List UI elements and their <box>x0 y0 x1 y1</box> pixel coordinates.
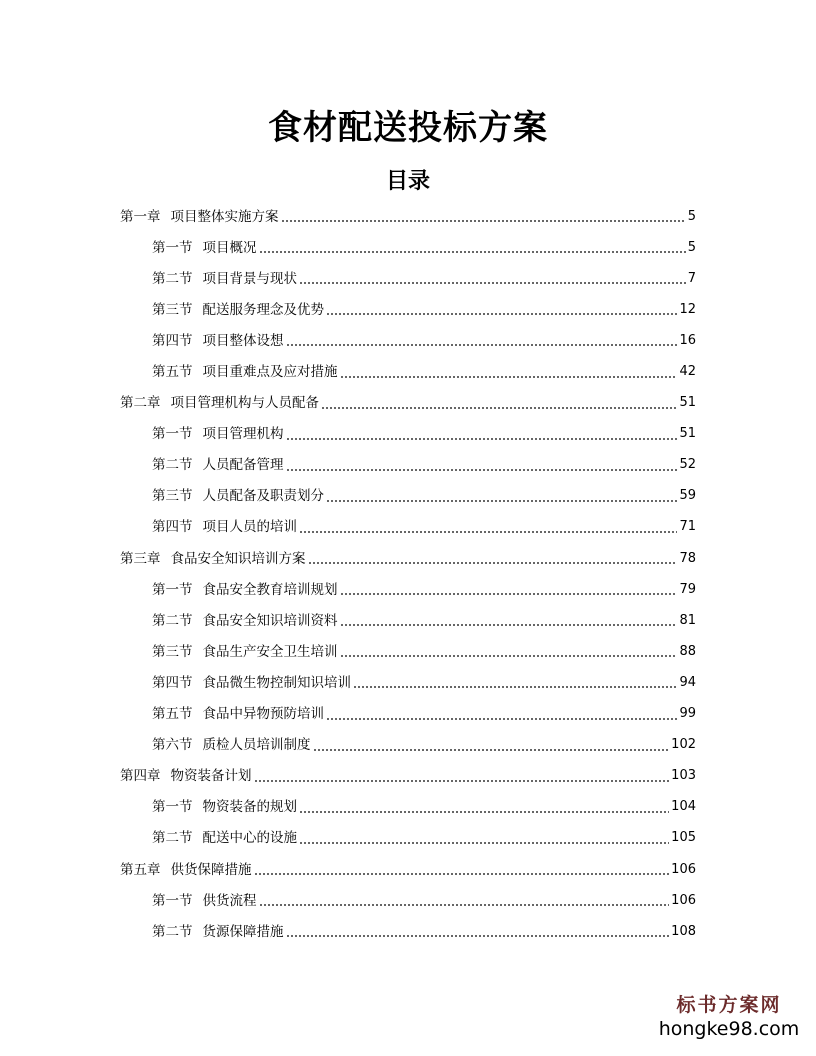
toc-section-entry[interactable] <box>120 605 696 636</box>
toc-dot-leader <box>259 251 686 253</box>
toc-entry-title: 食品安全知识培训方案 <box>170 550 306 567</box>
toc-entry-label <box>152 302 324 318</box>
toc-entry-title: 项目管理机构与人员配备 <box>170 395 319 412</box>
toc-dot-leader <box>254 780 670 782</box>
toc-page-number: 42 <box>679 364 696 380</box>
toc-entry-title: 食品中异物预防培训 <box>202 706 324 723</box>
toc-page-number: 7 <box>687 270 696 286</box>
toc-entry-label <box>152 519 297 535</box>
toc-page-number: 51 <box>679 395 696 411</box>
toc-section-entry[interactable] <box>120 481 696 512</box>
toc-chapter-entry[interactable] <box>120 388 696 419</box>
toc-entry-label <box>152 799 297 815</box>
watermark <box>654 990 804 1040</box>
toc-entry-title: 供货流程 <box>202 892 257 909</box>
toc-section-entry[interactable] <box>120 450 696 481</box>
toc-page-number: 5 <box>687 208 696 224</box>
toc-page-number: 52 <box>679 457 696 473</box>
toc-entry-label <box>152 706 324 722</box>
toc-entry-label <box>152 613 338 629</box>
toc-dot-leader <box>259 904 670 906</box>
toc-entry-number: 第一节 <box>152 799 193 816</box>
toc-dot-leader <box>340 376 678 378</box>
toc-section-entry[interactable] <box>120 699 696 730</box>
toc-section-entry[interactable] <box>120 730 696 761</box>
toc-entry-title: 配送中心的设施 <box>202 830 297 847</box>
toc-entry-label <box>152 737 311 753</box>
toc-dot-leader <box>286 438 678 440</box>
toc-entry-title: 项目整体实施方案 <box>170 208 279 225</box>
toc-entry-title: 物资装备的规划 <box>202 799 297 816</box>
toc-page-number: 16 <box>679 332 696 348</box>
toc-entry-title: 供货保障措施 <box>170 861 252 878</box>
toc-chapter-entry[interactable] <box>120 201 696 232</box>
toc-entry-title: 质检人员培训制度 <box>202 737 311 754</box>
toc-section-entry[interactable] <box>120 885 696 916</box>
toc-page-number: 59 <box>679 488 696 504</box>
toc-dot-leader <box>326 313 677 315</box>
toc-entry-label <box>120 862 252 878</box>
toc-page-number: 88 <box>679 643 696 659</box>
toc-entry-label <box>120 395 319 411</box>
toc-dot-leader <box>308 562 678 564</box>
toc-entry-label <box>152 893 257 909</box>
toc-page-number: 106 <box>671 861 696 877</box>
toc-page-number: 79 <box>679 581 696 597</box>
toc-entry-number: 第二节 <box>152 612 193 629</box>
toc-dot-leader <box>299 842 669 844</box>
toc-dot-leader <box>299 811 669 813</box>
toc-page-number: 102 <box>671 737 696 753</box>
toc-page-number: 103 <box>671 768 696 784</box>
toc-chapter-entry[interactable] <box>120 854 696 885</box>
toc-dot-leader <box>254 873 670 875</box>
toc-section-entry[interactable] <box>120 325 696 356</box>
toc-entry-number: 第一节 <box>152 426 193 443</box>
watermark-domain: hongke98.com <box>658 1018 800 1040</box>
toc-entry-title: 项目概况 <box>202 239 257 256</box>
toc-page-number: 81 <box>679 612 696 628</box>
toc-dot-leader <box>286 469 678 471</box>
toc-page-number: 51 <box>679 426 696 442</box>
toc-dot-leader <box>299 531 677 533</box>
toc-entry-label <box>152 333 284 349</box>
toc-section-entry[interactable] <box>120 667 696 698</box>
toc-entry-number: 第一节 <box>152 581 193 598</box>
toc-entry-number: 第六节 <box>152 737 193 754</box>
toc-page-number: 5 <box>687 239 696 255</box>
toc-dot-leader <box>281 220 686 222</box>
toc-entry-label <box>120 768 252 784</box>
toc-dot-leader <box>326 718 677 720</box>
toc-entry-label <box>152 364 338 380</box>
toc-entry-title: 配送服务理念及优势 <box>202 301 324 318</box>
toc-section-entry[interactable] <box>120 512 696 543</box>
toc-entry-number: 第一节 <box>152 892 193 909</box>
toc-entry-label <box>152 488 324 504</box>
toc-entry-number: 第四章 <box>120 768 161 785</box>
toc-section-entry[interactable] <box>120 419 696 450</box>
toc-page-number: 104 <box>671 799 696 815</box>
toc-entry-number: 第二节 <box>152 830 193 847</box>
toc-section-entry[interactable] <box>120 792 696 823</box>
toc-entry-title: 项目整体设想 <box>202 332 284 349</box>
toc-entry-title: 项目重难点及应对措施 <box>202 364 338 381</box>
toc-dot-leader <box>353 686 677 688</box>
toc-dot-leader <box>286 935 670 937</box>
toc-page-number: 99 <box>679 706 696 722</box>
toc-entry-number: 第三章 <box>120 550 161 567</box>
toc-entry-label <box>152 675 351 691</box>
toc-dot-leader <box>340 593 678 595</box>
toc-page-number: 78 <box>679 550 696 566</box>
toc-entry-title: 食品安全知识培训资料 <box>202 612 338 629</box>
toc-entry-label <box>120 209 279 225</box>
toc-section-entry[interactable] <box>120 574 696 605</box>
toc-entry-number: 第四节 <box>152 519 193 536</box>
toc-entry-title: 食品生产安全卫生培训 <box>202 643 338 660</box>
toc-entry-title: 项目背景与现状 <box>202 270 297 287</box>
toc-entry-number: 第五节 <box>152 706 193 723</box>
toc-entry-label <box>152 426 284 442</box>
toc-entry-number: 第二节 <box>152 923 193 940</box>
toc-entry-number: 第二章 <box>120 395 161 412</box>
toc-section-entry[interactable] <box>120 294 696 325</box>
toc-section-entry[interactable] <box>120 232 696 263</box>
toc-entry-title: 食品安全教育培训规划 <box>202 581 338 598</box>
toc-entry-label <box>152 924 284 940</box>
toc-page-number: 106 <box>671 892 696 908</box>
toc-dot-leader <box>313 749 670 751</box>
toc-entry-number: 第三节 <box>152 488 193 505</box>
toc-entry-number: 第五节 <box>152 364 193 381</box>
table-of-contents <box>120 201 696 947</box>
toc-entry-number: 第三节 <box>152 301 193 318</box>
toc-entry-number: 第二节 <box>152 270 193 287</box>
toc-page-number: 108 <box>671 923 696 939</box>
toc-entry-title: 人员配备及职责划分 <box>202 488 324 505</box>
toc-entry-title: 物资装备计划 <box>170 768 252 785</box>
toc-entry-number: 第一章 <box>120 208 161 225</box>
toc-entry-title: 项目人员的培训 <box>202 519 297 536</box>
toc-chapter-entry[interactable] <box>120 761 696 792</box>
toc-entry-label <box>152 271 297 287</box>
toc-entry-number: 第二节 <box>152 457 193 474</box>
toc-entry-title: 人员配备管理 <box>202 457 284 474</box>
toc-entry-number: 第四节 <box>152 332 193 349</box>
toc-entry-label <box>152 830 297 846</box>
toc-entry-label <box>152 644 338 660</box>
toc-section-entry[interactable] <box>120 823 696 854</box>
toc-page-number: 94 <box>679 674 696 690</box>
toc-page-number: 71 <box>679 519 696 535</box>
toc-entry-title: 项目管理机构 <box>202 426 284 443</box>
toc-entry-title: 货源保障措施 <box>202 923 284 940</box>
toc-dot-leader <box>326 500 677 502</box>
toc-dot-leader <box>340 624 678 626</box>
toc-page-number: 105 <box>671 830 696 846</box>
toc-section-entry[interactable] <box>120 356 696 387</box>
toc-dot-leader <box>286 344 678 346</box>
toc-entry-label <box>152 582 338 598</box>
toc-entry-number: 第一节 <box>152 239 193 256</box>
toc-chapter-entry[interactable] <box>120 543 696 574</box>
toc-entry-title: 食品微生物控制知识培训 <box>202 674 351 691</box>
toc-entry-label <box>152 457 284 473</box>
toc-entry-number: 第五章 <box>120 861 161 878</box>
toc-dot-leader <box>321 407 677 409</box>
toc-entry-label <box>152 240 257 256</box>
toc-page-number: 12 <box>679 301 696 317</box>
toc-entry-number: 第四节 <box>152 674 193 691</box>
toc-entry-number: 第三节 <box>152 643 193 660</box>
toc-section-entry[interactable] <box>120 263 696 294</box>
toc-dot-leader <box>340 655 678 657</box>
toc-dot-leader <box>299 282 686 284</box>
toc-section-entry[interactable] <box>120 916 696 947</box>
toc-section-entry[interactable] <box>120 636 696 667</box>
document-title: 食材配送投标方案 <box>268 108 548 148</box>
toc-entry-label <box>120 551 306 567</box>
toc-heading: 目录 <box>385 169 430 194</box>
watermark-site-name: 标书方案网 <box>676 994 782 1016</box>
